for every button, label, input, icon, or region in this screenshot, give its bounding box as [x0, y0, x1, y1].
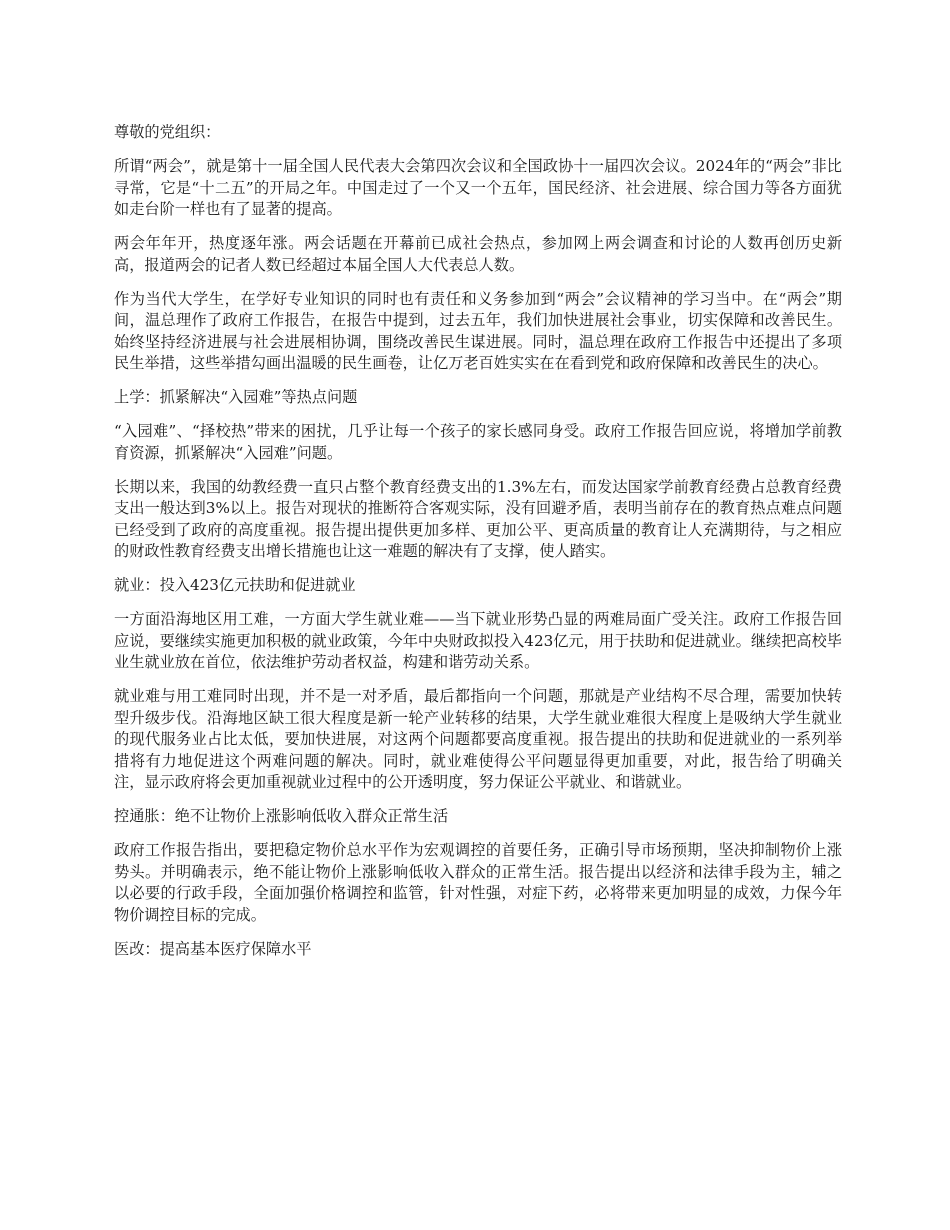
salutation: 尊敬的党组织：: [114, 123, 221, 141]
paragraph: “入园难”、“择校热”带来的困扰，几乎让每一个孩子的家长感同身受。政府工作报告回应说，将增加学前教育资源，抓紧解决“入园难”问题。: [114, 422, 842, 462]
paragraph: 两会年年开，热度逐年涨。两会话题在开幕前已成社会热点，参加网上两会调查和讨论的人数再创历史新高，报道两会的记者人数已经超过本届全国人大代表总人数。: [114, 234, 842, 274]
paragraph: 就业难与用工难同时出现，并不是一对矛盾，最后都指向一个问题，那就是产业结构不尽合理，需要加快转型升级步伐。沿海地区缺工很大程度是新一轮产业转移的结果，大学生就业难很大程度上是吸纳大学生就业的现代服务业占比太低，要加快进展，对这两个问题都要高度重视。报告提出的扶助和促进就业的一系列举措将有力地促进这个两难问题的解决。同时，就业难使得公平问题显得更加重要，对此，报告给了明确关注，显示政府将会更加重视就业过程中的公开透明度，努力保证公平就业、和谐就业。: [114, 687, 842, 791]
document-body: [114, 122, 842, 973]
section-heading-healthcare: 医改：提高基本医疗保障水平: [114, 939, 312, 958]
section-heading-employment: 就业：投入423亿元扶助和促进就业: [114, 576, 356, 594]
section-heading-inflation: 控通胀：绝不让物价上涨影响低收入群众正常生活: [114, 807, 449, 825]
paragraph: 一方面沿海地区用工难，一方面大学生就业难——当下就业形势凸显的两难局面广受关注。政府工作报告回应说，要继续实施更加积极的就业政策，今年中央财政拟投入423亿元，用于扶助和促进就业。继续把高校毕业生就业放在首位，依法维护劳动者权益，构建和谐劳动关系。: [114, 610, 842, 671]
intro-paragraph: 所谓“两会”，就是第十一届全国人民代表大会第四次会议和全国政协十一届四次会议。2024年的“两会”非比寻常，它是“十二五”的开局之年。中国走过了一个又一个五年，国民经济、社会进展、综合国力等各方面犹如走台阶一样也有了显著的提高。: [114, 157, 842, 218]
paragraph: 长期以来，我国的幼教经费一直只占整个教育经费支出的1.3%左右，而发达国家学前教育经费占总教育经费支出一般达到3%以上。报告对现状的推断符合客观实际，没有回避矛盾，表明当前存在的教育热点难点问题已经受到了政府的高度重视。报告提出提供更加多样、更加公平、更高质量的教育让人充满期待，与之相应的财政性教育经费支出增长措施也让这一难题的解决有了支撑，使人踏实。: [114, 477, 842, 560]
paragraph: 政府工作报告指出，要把稳定物价总水平作为宏观调控的首要任务，正确引导市场预期，坚决抑制物价上涨势头。并明确表示，绝不能让物价上涨影响低收入群众的正常生活。报告提出以经济和法律手段为主，辅之以必要的行政手段，全面加强价格调控和监管，针对性强，对症下药，必将带来更加明显的成效，力保今年物价调控目标的完成。: [114, 841, 842, 924]
section-heading-education: 上学：抓紧解决“入园难”等热点问题: [114, 388, 358, 406]
paragraph: 作为当代大学生，在学好专业知识的同时也有责任和义务参加到“两会”会议精神的学习当中。在“两会”期间，温总理作了政府工作报告，在报告中提到，过去五年，我们加快进展社会事业，切实保障和改善民生。始终坚持经济进展与社会进展相协调，围绕改善民生谋进展。同时，温总理在政府工作报告中还提出了多项民生举措，这些举措勾画出温暖的民生画卷，让亿万老百姓实实在在看到党和政府保障和改善民生的决心。: [114, 289, 842, 372]
